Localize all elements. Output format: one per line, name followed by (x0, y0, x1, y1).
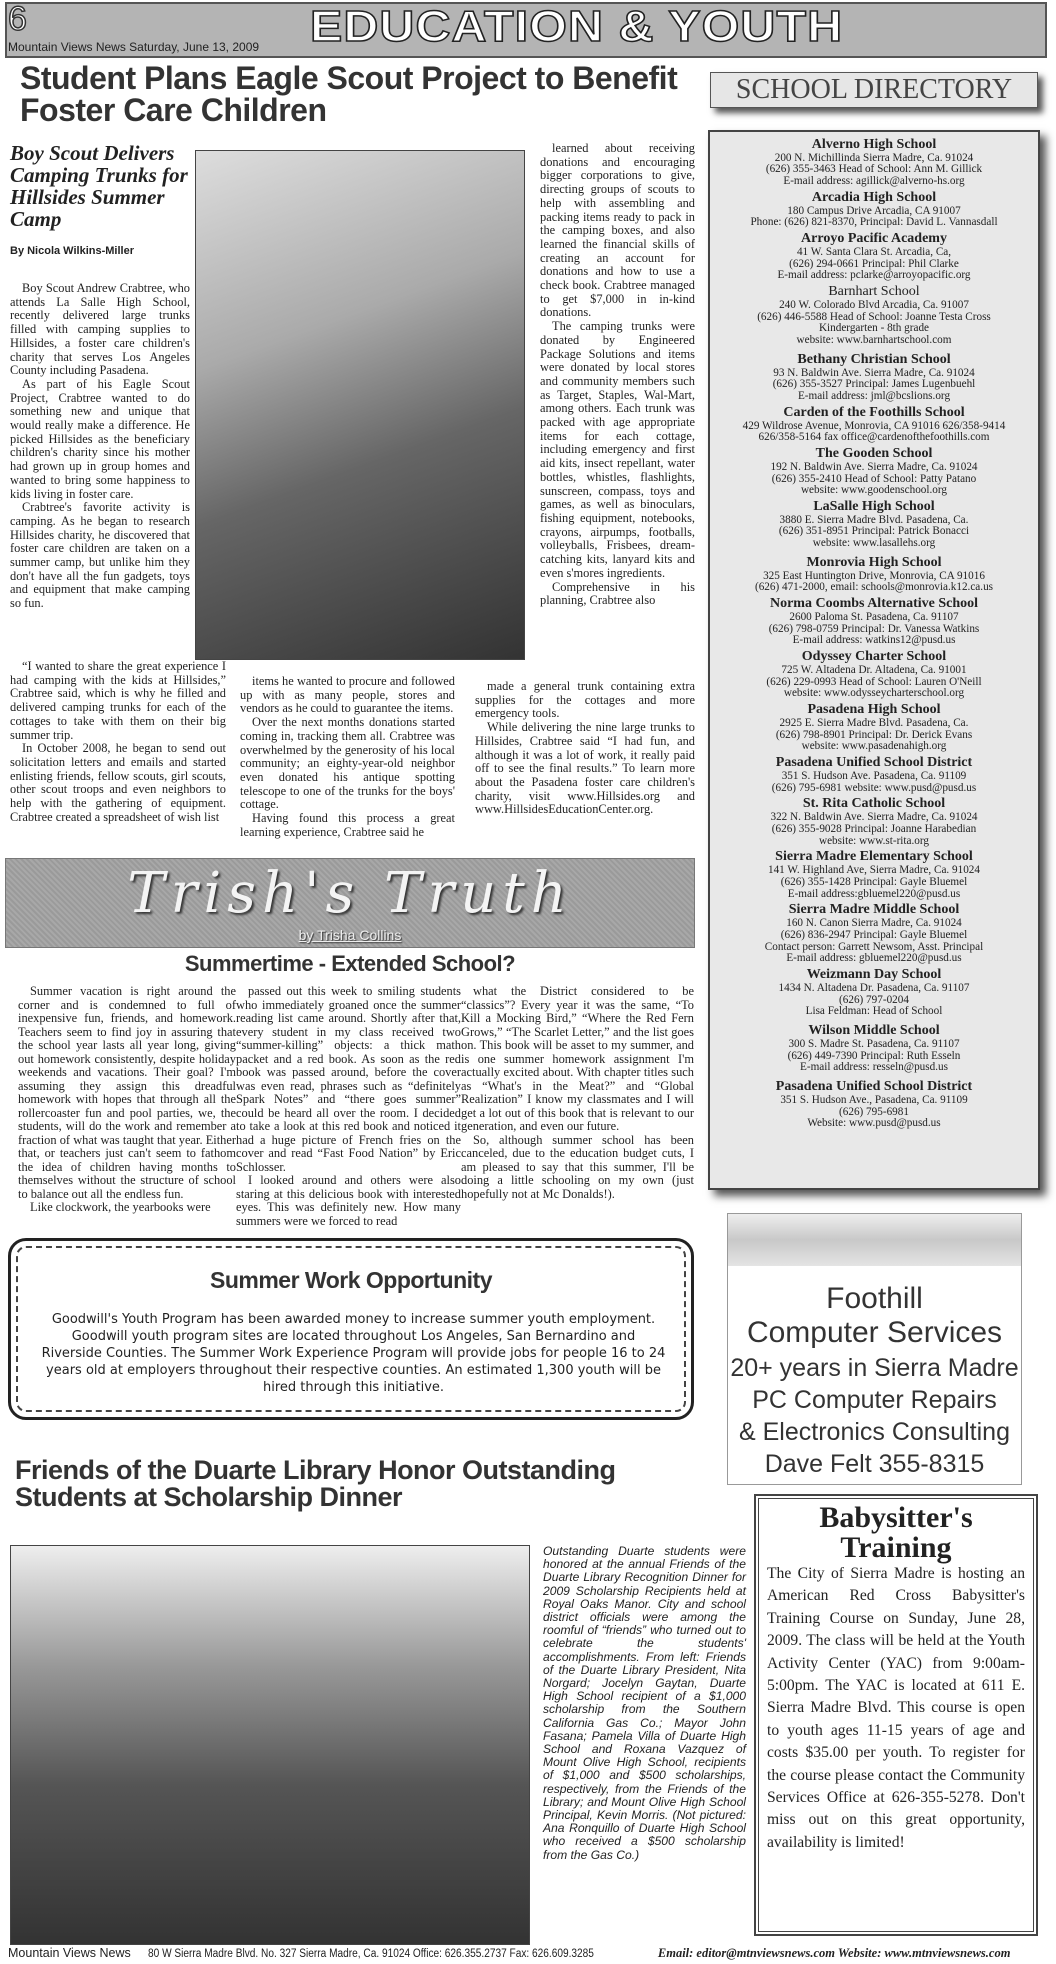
school-detail: 322 N. Baldwin Ave. Sierra Madre, Ca. 91024 (770, 811, 978, 823)
school-entry (714, 353, 1034, 403)
school-detail: (626) 355-3527 Principal: James Lugenbuehl (772, 378, 976, 391)
school-entry (714, 797, 1034, 847)
column-text (461, 985, 694, 1201)
school-detail: (626) 355-2410 Head of School: Patty Patano (771, 472, 977, 485)
school-entry (714, 650, 1034, 700)
school-detail: (626) 355-3463 Head of School: Ann M. Gillick (765, 163, 983, 176)
school-entry (714, 903, 1034, 965)
school-name: Alverno High School (811, 137, 937, 152)
paragraph: Like clockwork, the yearbooks were (30, 1200, 211, 1214)
school-name: Wilson Middle School (808, 1023, 940, 1039)
school-detail: 93 N. Baldwin Ave. Sierra Madre, Ca. 91024 (773, 366, 975, 379)
school-detail: E-mail address: jml@bcslions.org (797, 390, 951, 403)
paragraph: The camping trunks were donated by Engineered Package Solutions and items were donated by local stores and community members such as Target, Staples, Wal-Mart, among others. Each trunk was packed with age appropriate items for each cottage, including emergency and first aid kits, insect repellant, water bottles, whistles, flashlights, sunscreen, compass, toys and games, as well as binoculars, fishing equipment, notebooks, crayons, airpumps, footballs, volleyballs, Frisbees, dream-catching kits, lanyard kits and even s'mores ingredients. (540, 319, 695, 580)
footer-contact: Email: editor@mtnviewsnews.com Website: www.mtnviewsnews.com (657, 1946, 1011, 1960)
article-headline: Student Plans Eagle Scout Project to Benefit Foster Care Children (20, 60, 678, 128)
school-entry (714, 1080, 1034, 1130)
school-detail: 200 N. Michillinda Sierra Madre, Ca. 91024 (774, 151, 974, 164)
ad-line: Dave Felt 355-8315 (764, 1450, 985, 1478)
eagle-scout-photo (195, 150, 525, 660)
ad-line: Computer Services (746, 1316, 1003, 1349)
school-detail: website: www.lasallehs.org (812, 537, 936, 550)
school-name: Bethany Christian School (797, 351, 951, 367)
babysitter-body: The City of Sierra Madre is hosting an American Red Cross Babysitter's Training Course on Sunday, June 28, 2009. The class will be held at the Youth Activity Center (YAC) from 9:00am-5:00pm. The YAC is located at 611 E. Sierra Madre Blvd. This course is open to youth ages 11-15 years of age and costs $35.00 per youth. To register for the course please contact the Community Services Office at 626-355-5278. Don't miss out on this great opportunity, availability is limited! (767, 1565, 1025, 1851)
school-name: Barnhart School (828, 284, 920, 300)
school-detail: 192 N. Baldwin Ave. Sierra Madre, Ca. 91024 (770, 460, 978, 473)
school-name: Weizmann Day School (806, 967, 942, 983)
paragraph: Crabtree's favorite activity is camping. As he began to research Hillsides charity, he discovered that foster care children are taken on a summer camp, but unlike him they don't have all the fun gadgets, toys and equipment that make camping so fun. (10, 500, 190, 611)
school-detail: (626) 795-6981 (839, 1105, 909, 1118)
school-detail: E-mail address: watkins12@pusd.us (792, 634, 956, 647)
paragraph: So, although summer school has been canceled, due to the education budget cuts, I am pleased to say that this summer, I'll be doing a little schooling on my own (just hopefully not at Mc Donalds!). (461, 1132, 694, 1201)
paragraph: In October 2008, he began to send out solicitation letters and emails and started enlisting friends, fellow scouts, girl scouts, other scout troops and even neighbors to help with the gathering of equipment. Crabtree created a spreadsheet of wish list (10, 741, 226, 824)
school-detail: E-mail address: resseln@pusd.us (800, 1061, 948, 1074)
ad-line: Foothill (826, 1282, 923, 1315)
school-entry (714, 191, 1034, 229)
school-name: LaSalle High School (813, 499, 935, 515)
school-entry (714, 597, 1034, 647)
article-headline: Friends of the Duarte Library Honor Outstanding Students at Scholarship Dinner (15, 1455, 616, 1512)
paragraph: what the District considered to be “classics”? Every year it was the same, “To Kill a Mocking Bird,” “Where the Red Fern Grows,” “The Scarlet Letter,” and the list goes on. This book will be asset to my summer, and is one summer homework assignment I'm actually excited about. With chapter titles such as “What's in the Meat?” and “Global Realization” I know my classmates and I will get a lot out of this book that is relevant to our generation, and even our future. (461, 984, 694, 1133)
column-text (18, 985, 236, 1215)
school-detail: (626) 229-0993 Head of School: Lauren O'Neill (766, 675, 982, 688)
school-name: Pasadena Unified School District (775, 1079, 973, 1095)
article-column (540, 142, 695, 608)
school-detail: Website: www.pusd@pusd.us (807, 1117, 941, 1130)
paragraph: Over the next months donations started coming in, tracking them all. Crabtree was overwhelmed by the generosity of his local community; an eighty-year-old neighbor even donated his antique spotting telescope to one of the trunks for the boys' cottage. (240, 715, 455, 812)
page-footer (8, 1946, 1053, 1961)
dateline: Mountain Views News Saturday, June 13, 2009 (8, 40, 260, 54)
paragraph: As part of his Eagle Scout Project, Crabtree wanted to do something new and unique that would really make a difference. He picked Hillsides as the beneficiary children's charity since his mother had grown up in group homes and wanted to bring some happiness to kids living in foster care. (10, 376, 190, 501)
school-entry (714, 232, 1034, 282)
school-name: Carden of the Foothills School (783, 404, 965, 420)
article-subhead: Boy Scout Delivers Camping Trunks for Hillsides Summer Camp (10, 141, 188, 231)
page-number: 6 (8, 0, 27, 38)
foothill-computer-ad (727, 1213, 1022, 1485)
paragraph: While delivering the nine large trunks to Hillsides, Crabtree said “I had fun, and although it was a lot of work, it really paid off to see the final results.” To learn more about the Pasadena foster care children's charity, visit www.Hillsides.org and www.HillsidesEducationCenter.org. (475, 720, 695, 817)
scholarship-dinner-photo (10, 1545, 530, 1945)
trishs-truth-banner (5, 858, 695, 948)
babysitter-title: Babysitter's Training (819, 1501, 973, 1564)
school-detail: 429 Wildrose Avenue, Monrovia, CA 91016 626/358-9414 (742, 419, 1006, 432)
school-detail: (626) 294-0661 Principal: Phil Clarke (789, 257, 959, 270)
school-name: Sierra Madre Elementary School (775, 849, 973, 865)
school-detail: (626) 798-0759 Principal: Dr. Vanessa Watkins (768, 622, 980, 635)
paragraph: Comprehensive in his planning, Crabtree also (540, 579, 695, 608)
article-column (10, 282, 190, 611)
paragraph: learned about receiving donations and encouraging bigger corporations to give, directing groups of scouts to help with assembling and packing items ready to pack in the camping boxes, and also learned the financial skills of creating an account for donations and how to use a check book. Crabtree managed to get $7,000 in in-kind donations. (540, 141, 695, 320)
school-name: St. Rita Catholic School (802, 796, 946, 812)
school-entry (714, 556, 1034, 594)
paragraph: Having found this process a great learning experience, Crabtree said he (240, 811, 455, 839)
school-directory-title: SCHOOL DIRECTORY (710, 72, 1038, 108)
school-detail: 240 W. Colorado Blvd Arcadia, Ca. 91007 (779, 298, 969, 311)
column-headline: Summertime - Extended School? (184, 951, 516, 976)
summer-work-box (8, 1238, 694, 1420)
school-detail: 160 N. Canon Sierra Madre, Ca. 91024 (786, 916, 962, 929)
paragraph: passed out this week to smiling students who immediately groaned once the summer reading list came around. Shortly after that, every student in my class received two “summer-killing” objects: a thick math packet and a red book. As soon as the red book was passed around, before the cover was even read, phrases such as “definitely Spark Notes” and “there goes summer” could be heard all over the room. I decided to take a look at this red book and noticed it had a huge picture of French fries on the cover and read “Fast Food Nation” by Eric Schlosser. (236, 984, 461, 1174)
ad-line: 20+ years in Sierra Madre (730, 1354, 1019, 1382)
section-title: EDUCATION & YOUTH (310, 2, 844, 51)
school-detail: 41 W. Santa Clara St. Arcadia, Ca, (796, 245, 952, 258)
school-name: Pasadena High School (807, 702, 941, 718)
school-entry (714, 447, 1034, 497)
ad-line: PC Computer Repairs (752, 1386, 997, 1414)
school-entry (714, 850, 1034, 900)
school-detail: (626) 797-0204 (839, 993, 909, 1006)
school-name: Monrovia High School (806, 555, 942, 571)
school-name: Arroyo Pacific Academy (801, 231, 947, 247)
school-detail: Contact person: Garrett Newsom, Asst. Principal (764, 940, 984, 953)
school-detail: (626) 351-8951 Principal: Patrick Bonacci (778, 525, 970, 538)
school-detail: (626) 446-5588 Head of School: Joanne Testa Cross (757, 310, 991, 323)
paragraph: items he wanted to procure and followed up with as many people, stores and vendors as he could to guarantee the items. (240, 674, 455, 716)
school-name: Norma Coombs Alternative School (769, 596, 979, 612)
school-detail: (626) 355-9028 Principal: Joanne Harabedian (771, 822, 977, 835)
school-detail: E-mail address: agillick@alverno-hs.org (783, 175, 965, 188)
school-entry (714, 1024, 1034, 1074)
school-detail: 180 Campus Drive Arcadia, CA 91007 (787, 204, 961, 217)
school-detail: 141 W. Highland Ave, Sierra Madre, Ca. 91024 (767, 863, 980, 876)
photo-caption: Outstanding Duarte students were honored at the annual Friends of the Duarte Library Recognition Dinner for 2009 Scholarship Recipients held at Royal Oaks Manor. City and school district officials were among the roomful of “friends” who turned out to celebrate the students' accomplishments. From left: Friends of the Duarte Library President, Nita Norgard; Jocelyn Gaytan, Duarte High School recipient of a $1,000 scholarship from the Southern California Gas Co.; Mayor John Fasana; Pamela Villa of Duarte High School and Roxana Vazquez of Mount Olive High School, recipients of $1,000 and $500 scholarships, respectively, from the Friends of the Library; and Mount Olive High School Principal, Kevin Morris. (Not pictured: Ana Ronquillo of Duarte High School who received a $500 scholarship from the Gas Co.) (543, 1544, 746, 1862)
school-name: Odyssey Charter School (801, 649, 947, 665)
school-detail: 3880 E. Sierra Madre Blvd. Pasadena, Ca. (779, 513, 969, 526)
school-detail: 325 East Huntington Drive, Monrovia, CA 91016 (763, 569, 985, 582)
school-detail: (626) 798-8901 Principal: Dr. Derick Evans (775, 728, 973, 741)
school-entry (714, 968, 1034, 1018)
article-byline: By Nicola Wilkins-Miller (10, 245, 134, 257)
mountain-graphic (728, 1214, 1021, 1266)
school-detail: (626) 795-6981 website: www.pusd@pusd.us (771, 781, 977, 794)
paragraph: Boy Scout Andrew Crabtree, who attends La Salle High School, recently delivered large trunks filled with camping supplies to Hillsides, a foster care children's charity that serves Los Angeles County including Pasadena. (10, 281, 190, 378)
paragraph: made a general trunk containing extra supplies for the cottages and more emergency tools. (475, 679, 695, 721)
school-detail: website: www.goodenschool.org (800, 484, 948, 497)
school-name: The Gooden School (815, 446, 933, 462)
summer-work-body: Goodwill's Youth Program has been awarded money to increase summer youth employment. Goodwill youth program sites are located throughout Los Angeles, San Bernardino and Riverside Counties. The Summer Work Experience Program will provide jobs for people 16 to 24 years old at employers throughout their respective counties. An estimated 1,300 youth will be hired through this initiative. (41, 1312, 666, 1395)
school-detail: website: www.barnhartschool.com (796, 334, 952, 347)
school-detail: website: www.pasadenahigh.org (801, 740, 947, 753)
school-detail: 725 W. Altadena Dr. Altadena, Ca. 91001 (781, 663, 967, 676)
school-detail: (626) 836-2947 Principal: Gayle Bluemel (780, 928, 968, 941)
school-detail: (626) 355-1428 Principal: Gayle Bluemel (780, 875, 968, 888)
school-detail: E-mail address: gbluemel220@pusd.us (786, 952, 962, 965)
paragraph: “I wanted to share the great experience I had camping with the kids at Hillsides,” Crabtree said, which is why he filled and delivered camping trunks for each of the cottages to take with them on their big summer trip. (10, 659, 226, 742)
footer-paper-name: Mountain Views News (8, 1946, 131, 1960)
school-name: Arcadia High School (811, 189, 937, 205)
school-detail: 626/358-5164 fax office@cardenofthefoothills.com (758, 431, 990, 444)
school-entry (714, 500, 1034, 550)
school-detail: 351 S. Hudson Ave. Pasadena, Ca. 91109 (781, 769, 967, 782)
school-directory (708, 130, 1040, 1190)
school-detail: website: www.odysseycharterschool.org (783, 687, 965, 700)
school-entry (714, 756, 1034, 794)
ad-line: & Electronics Consulting (739, 1418, 1010, 1446)
school-detail: Phone: (626) 821-8370, Principal: David L. Vannasdall (750, 216, 998, 229)
school-detail: 2600 Paloma St. Pasadena, Ca. 91107 (789, 610, 959, 623)
article-column (240, 675, 455, 839)
column-byline: by Trisha Collins (298, 927, 402, 943)
babysitter-training-box (755, 1495, 1037, 1935)
article-column (475, 680, 695, 817)
school-name: Sierra Madre Middle School (788, 902, 960, 918)
column-logo: Trish's Truth (127, 861, 573, 926)
school-detail: 2925 E. Sierra Madre Blvd. Pasadena, Ca. (779, 716, 969, 729)
school-detail: 351 S. Hudson Ave., Pasadena, Ca. 91109 (780, 1093, 968, 1106)
summer-work-title: Summer Work Opportunity (210, 1267, 492, 1293)
school-detail: E-mail address:gbluemel220@pusd.us (787, 887, 961, 900)
school-detail: (626) 471-2000, email: schools@monrovia.k12.ca.us (754, 581, 994, 594)
school-detail: website: www.st-rita.org (819, 834, 929, 847)
school-detail: 1434 N. Altadena Dr. Pasadena, Ca. 91107 (778, 981, 970, 994)
school-detail: Lisa Feldman: Head of School (805, 1005, 943, 1018)
footer-address: 80 W Sierra Madre Blvd. No. 327 Sierra Madre, Ca. 91024 Office: 626.355.2737 Fax: 626.609.3285 (147, 1948, 594, 1960)
column-text (236, 985, 461, 1228)
school-entry (714, 406, 1034, 444)
article-column (10, 660, 226, 824)
school-entry (714, 285, 1034, 347)
school-detail: (626) 449-7390 Principal: Ruth Esseln (787, 1049, 961, 1062)
school-detail: 300 S. Madre St. Pasadena, Ca. 91107 (788, 1037, 960, 1050)
school-detail: E-mail address: pclarke@arroyopacific.org (777, 269, 971, 282)
school-name: Pasadena Unified School District (775, 755, 973, 771)
paragraph: Summer vacation is right around the corner and is condemned to full of inexpensive fun, friends, and homework. Teachers seem to find joy in assuring that the school year lasts all year long, giving out homework consistently, despite holiday weekends and vacations. Their goal? I'm assuming they assign this dreadful homework with hopes that through all the rollercoaster fun and pool parties, we, the students, will do the work and remember a fraction of what was taught that year. Either that, or teachers just can't seem to fathom the idea of children having months to themselves without the structure of school to balance out all the endless fun. (18, 984, 236, 1201)
school-entry (714, 703, 1034, 753)
school-detail: Kindergarten - 8th grade (818, 322, 930, 335)
paragraph: I looked around and others were also staring at this delicious book with interested eyes. This was definitely new. How many summers were we forced to read (236, 1173, 461, 1228)
school-entry (714, 138, 1034, 188)
